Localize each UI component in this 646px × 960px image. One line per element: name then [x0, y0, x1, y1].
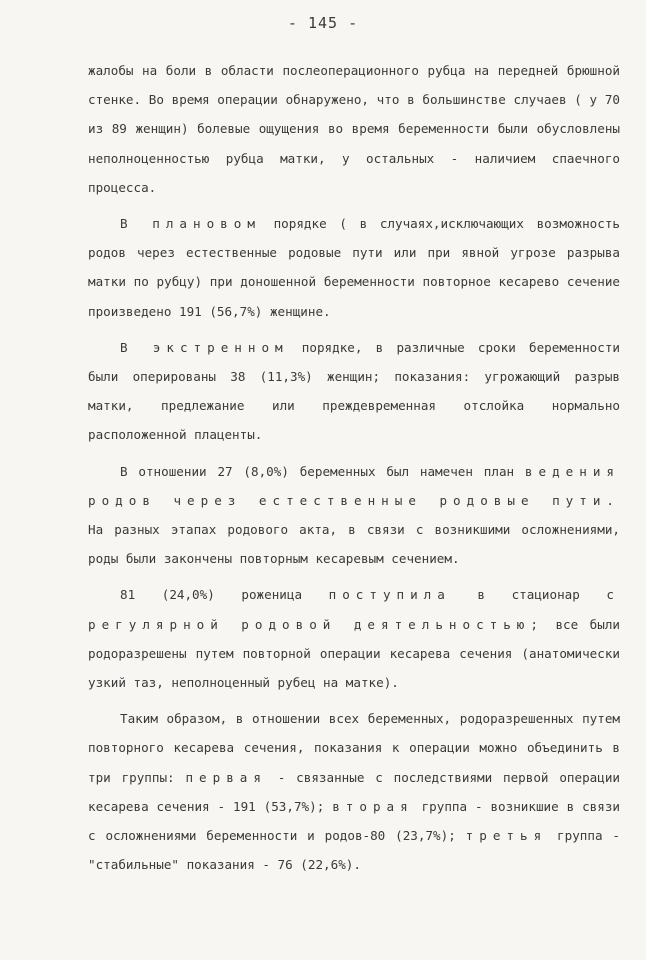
paragraph-text: В отношении 27 (8,0%) беременных был намечен план	[120, 463, 525, 479]
page-number: - 145 -	[287, 14, 359, 32]
paragraph-text: жалобы на боли в области послеоперационного рубца на передней брюшной стенке. Во время операции обнаружено, что в большинстве случаев ( у 70 из 89 женщин) болевые ощущения во время беременности были обусловлены неполноценностью рубца матки, у остальных - наличием спаечного процесса.	[88, 63, 620, 195]
paragraph-text: все были родоразрешены путем повторной операции кесарева сечения (анатомически узкий таз, неполноценный рубец на матке).	[88, 616, 620, 691]
spaced-emphasis-text: ведения родов через естественные родовые пути.	[88, 463, 620, 508]
paragraph-text: порядке ( в случаях,исключающих возможность родов через естественные родовые пути или при явной угрозе разрыва матки по рубцу) при доношенной беременности повторное кесарево сечение произведено 191 (56,7%) женщине.	[88, 216, 620, 319]
paragraph-text: в стационар	[450, 587, 607, 603]
paragraph-p4	[88, 457, 620, 574]
paragraph-p5	[88, 580, 620, 697]
spaced-emphasis-text: В плановом	[120, 216, 261, 232]
spaced-emphasis-text: с регулярной родовой деятельностью;	[88, 587, 620, 632]
spaced-emphasis-text: третья	[465, 828, 548, 844]
paragraph-text: 81 (24,0%) роженица	[120, 587, 329, 603]
paragraph-p2	[88, 209, 620, 326]
paragraph-p3	[88, 333, 620, 450]
paragraph-text: группа - возникшие в связи с осложнениями беременности и родов-80 (23,7%);	[88, 798, 620, 844]
paragraph-text: группа - "стабильные" показания - 76 (22,6%).	[88, 828, 620, 873]
paragraph-text: Таким образом, в отношении всех беременных, родоразрешенных путем повторного кесарева сечения, показания к операции можно объединить в три группы:	[88, 711, 620, 785]
body-text	[88, 56, 620, 886]
paragraph-text: На разных этапах родового акта, в связи с возникшими осложнениями, роды были закончены повторным кесаревым сечением.	[88, 522, 620, 567]
spaced-emphasis-text: вторая	[332, 798, 414, 814]
paragraph-p1	[88, 56, 620, 202]
spaced-emphasis-text: поступила	[328, 587, 451, 603]
spaced-emphasis-text: В экстренном	[120, 339, 289, 355]
paragraph-p6	[88, 704, 620, 879]
paragraph-text: - связанные с последствиями первой операции кесарева сечения - 191 (53,7%);	[88, 769, 620, 814]
spaced-emphasis-text: первая	[185, 769, 267, 785]
paragraph-text: порядке, в различные сроки беременности были оперированы 38 (11,3%) женщин; показания: угрожающий разрыв матки, предлежание или преждевременная отслойка нормально расположенной плаценты.	[88, 339, 620, 443]
